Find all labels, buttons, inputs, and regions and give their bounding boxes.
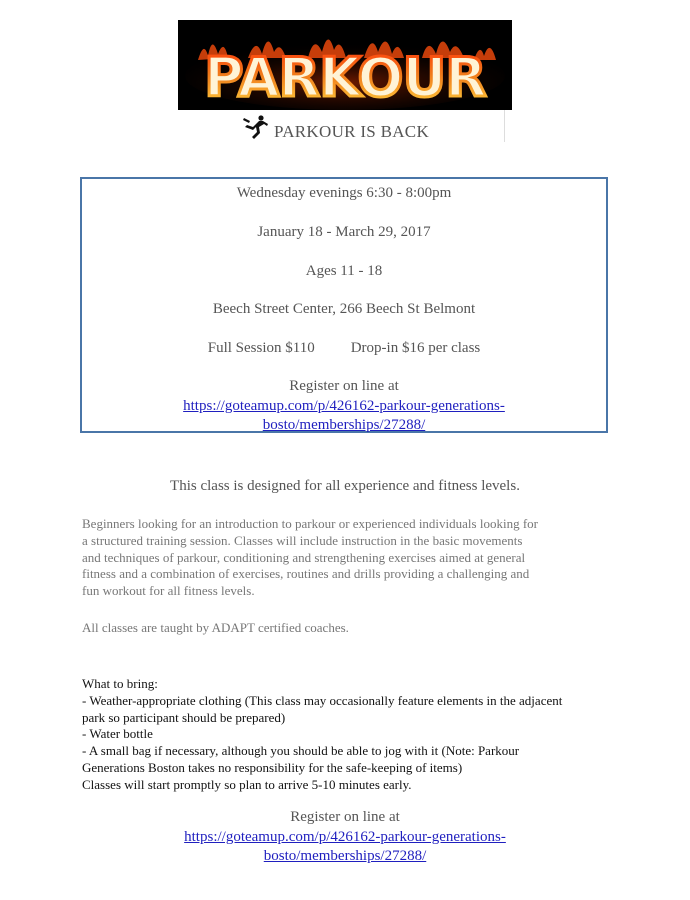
location-text: Beech Street Center, 266 Beech St Belmont: [212, 301, 476, 317]
description-paragraph: [82, 516, 612, 600]
banner-text: PARKOUR: [204, 46, 486, 109]
coaches-note: All classes are taught by ADAPT certified coaches.: [82, 620, 349, 635]
register-link-line2[interactable]: bosto/memberships/27288/: [262, 417, 426, 433]
register-bottom-label: Register on line at: [290, 809, 400, 825]
description-line: fitness and a combination of exercises, routines and drills providing a challenging and: [82, 566, 530, 582]
bring-line: - Weather-appropriate clothing (This class may occasionally feature elements in the adjacent: [82, 692, 563, 708]
bring-line: park so participant should be prepared): [82, 709, 286, 725]
class-info-box: [80, 177, 608, 433]
description-line: and techniques of parkour, conditioning and strengthening exercises aimed at general: [82, 549, 526, 565]
full-session-price: Full Session $110: [207, 340, 315, 356]
schedule-text: Wednesday evenings 6:30 - 8:00pm: [236, 185, 452, 201]
register-bottom: [0, 809, 690, 866]
parkour-runner-icon: [240, 113, 270, 143]
description-line: fun workout for all fitness levels.: [82, 583, 255, 599]
bring-line: Generations Boston takes no responsibility for the safe-keeping of items): [82, 759, 463, 775]
register-bottom-link-line1[interactable]: https://goteamup.com/p/426162-parkour-generations-: [184, 829, 506, 845]
ages-text: Ages 11 - 18: [305, 263, 383, 279]
dates-text: January 18 - March 29, 2017: [257, 224, 431, 240]
bring-heading: What to bring:: [82, 676, 158, 691]
register-link[interactable]: [82, 397, 606, 435]
bring-line: - Water bottle: [82, 726, 153, 742]
description-line: a structured training session. Classes will include instruction in the basic movements: [82, 532, 523, 548]
bring-line: - A small bag if necessary, although you should be able to jog with it (Note: Parkour: [82, 743, 520, 759]
design-statement: This class is designed for all experience and fitness levels.: [170, 478, 520, 494]
what-to-bring: [82, 676, 622, 794]
subtitle-row: [240, 112, 429, 144]
parkour-banner: [178, 20, 512, 110]
register-bottom-link[interactable]: [0, 828, 690, 866]
price-row: [82, 340, 606, 357]
register-bottom-link-line2[interactable]: bosto/memberships/27288/: [263, 848, 427, 864]
flame-text-logo: [178, 20, 512, 110]
page-subtitle: PARKOUR IS BACK: [274, 122, 430, 141]
banner-edge-line: [504, 110, 505, 142]
drop-in-price: Drop-in $16 per class: [350, 340, 481, 356]
register-link-line1[interactable]: https://goteamup.com/p/426162-parkour-generations-: [183, 398, 505, 414]
bring-line: Classes will start promptly so plan to arrive 5-10 minutes early.: [82, 776, 412, 792]
register-label: Register on line at: [289, 378, 399, 394]
description-line: Beginners looking for an introduction to parkour or experienced individuals looking for: [82, 516, 538, 531]
